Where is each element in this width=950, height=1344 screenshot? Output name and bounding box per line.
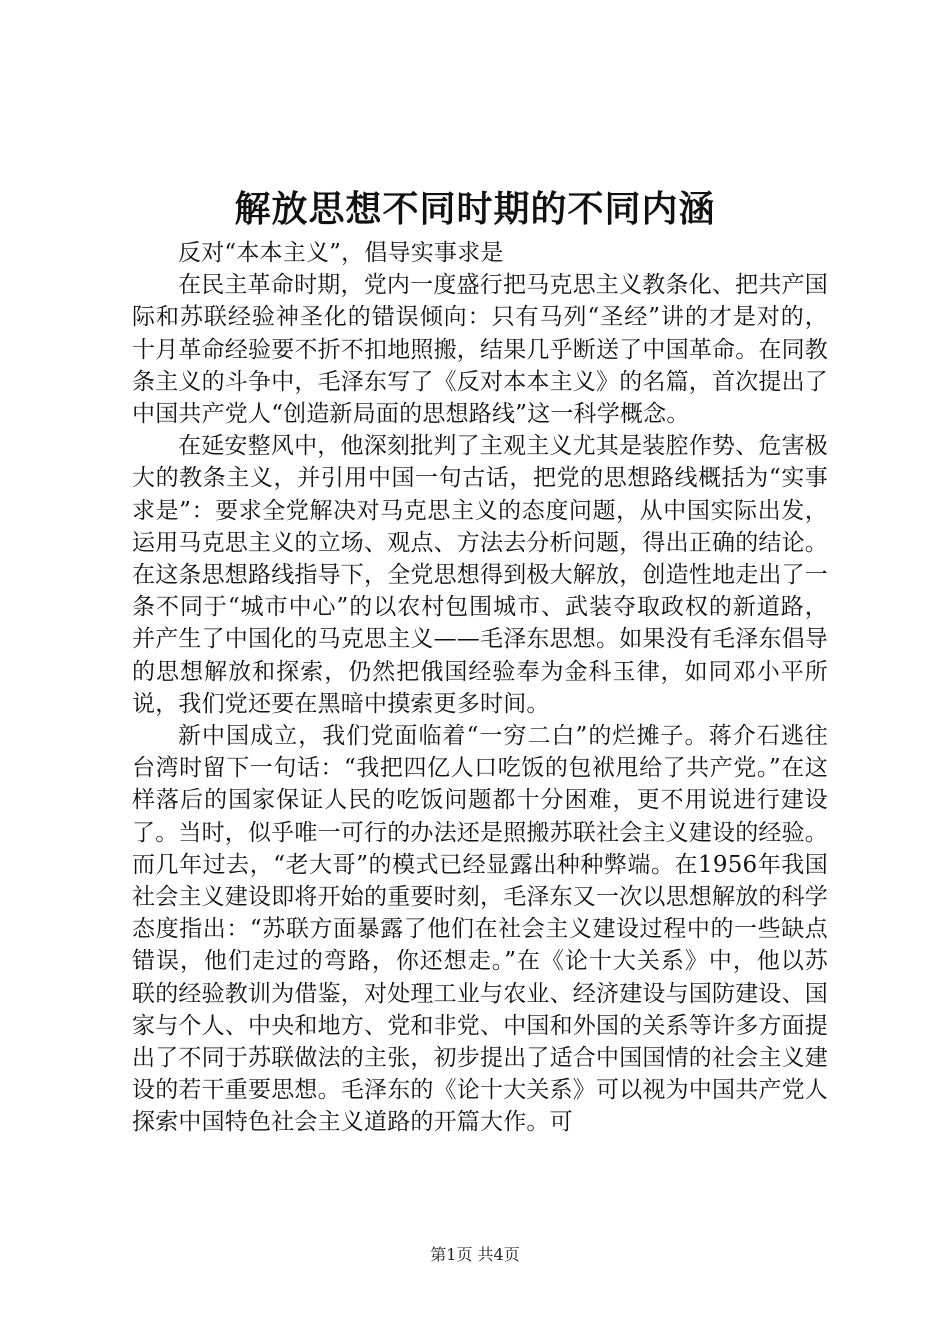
page-number-footer: 第1页 共4页: [430, 1245, 520, 1264]
paragraph-2: 在延安整风中，他深刻批判了主观主义尤其是装腔作势、危害极大的教条主义，并引用中国一句古话，把党的思想路线概括为“实事求是”：要求全党解决对马克思主义的态度问题，从中国实际出发，运用马克思主义的立场、观点、方法去分析问题，得出正确的结论。在这条思想路线指导下，全党思想得到极大解放，创造性地走出了一条不同于“城市中心”的以农村包围城市、武装夺取政权的新道路，并产生了中国化的马克思主义——毛泽东思想。如果没有毛泽东倡导的思想解放和探索，仍然把俄国经验奉为金科玉律，如同邓小平所说，我们党还要在黑暗中摸索更多时间。: [132, 433, 828, 717]
document-body: [132, 237, 828, 1139]
document-title: 解放思想不同时期的不同内涵: [234, 188, 716, 230]
paragraph-3: 新中国成立，我们党面临着“一穷二白”的烂摊子。蒋介石逃往台湾时留下一句话：“我把四亿人口吃饭的包袱甩给了共产党。”在这样落后的国家保证人民的吃饭问题都十分困难，更不用说进行建设了。当时，似乎唯一可行的办法还是照搬苏联社会主义建设的经验。而几年过去，“老大哥”的模式已经显露出种种弊端。在1956年我国社会主义建设即将开始的重要时刻，毛泽东又一次以思想解放的科学态度指出：“苏联方面暴露了他们在社会主义建设过程中的一些缺点错误，他们走过的弯路，你还想走。”在《论十大关系》中，他以苏联的经验教训为借鉴，对处理工业与农业、经济建设与国防建设、国家与个人、中央和地方、党和非党、中国和外国的关系等许多方面提出了不同于苏联做法的主张，初步提出了适合中国国情的社会主义建设的若干重要思想。毛泽东的《论十大关系》可以视为中国共产党人探索中国特色社会主义道路的开篇大作。可: [132, 723, 828, 1136]
section-heading: 反对“本本主义”，倡导实事求是: [178, 240, 504, 266]
paragraph-1: 在民主革命时期，党内一度盛行把马克思主义教条化、把共产国际和苏联经验神圣化的错误倾向：只有马列“圣经”讲的才是对的，十月革命经验要不折不扣地照搬，结果几乎断送了中国革命。在同教条主义的斗争中，毛泽东写了《反对本本主义》的名篇，首次提出了中国共产党人“创造新局面的思想路线”这一科学概念。: [132, 272, 828, 428]
